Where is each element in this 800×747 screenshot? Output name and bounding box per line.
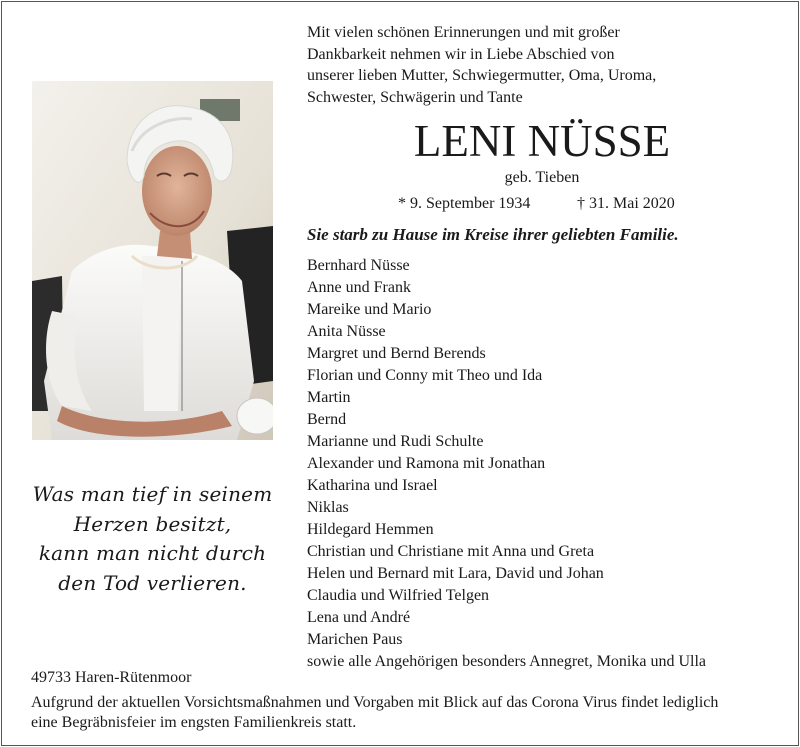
quote-line: Herzen besitzt, bbox=[73, 511, 232, 536]
family-member: Alexander und Ramona mit Jonathan bbox=[307, 455, 546, 472]
family-member: Anne und Frank bbox=[307, 279, 411, 296]
family-member: Lena und André bbox=[307, 609, 411, 626]
maiden-name: geb. Tieben bbox=[504, 169, 580, 186]
lead-sentence: Sie starb zu Hause im Kreise ihrer geliebten Familie. bbox=[307, 225, 679, 244]
notice-line: Aufgrund der aktuellen Vorsichtsmaßnahmen und Vorgaben mit Blick auf das Corona Virus findet lediglich bbox=[31, 694, 719, 711]
place-postal: 49733 Haren-Rütenmoor bbox=[31, 669, 192, 686]
family-member: Bernd bbox=[307, 411, 347, 428]
family-member: Florian und Conny mit Theo und Ida bbox=[307, 367, 543, 384]
intro-line: Mit vielen schönen Erinnerungen und mit großer bbox=[307, 24, 620, 41]
family-member: Marianne und Rudi Schulte bbox=[307, 433, 484, 450]
intro-text bbox=[307, 22, 777, 108]
intro-line: unserer lieben Mutter, Schwiegermutter, Oma, Uroma, bbox=[307, 67, 657, 84]
family-member: Christian und Christiane mit Anna und Greta bbox=[307, 543, 595, 560]
family-member: Niklas bbox=[307, 499, 349, 516]
family-member: Mareike und Mario bbox=[307, 301, 432, 318]
birth-date: * 9. September 1934 bbox=[398, 195, 531, 212]
quote-line: kann man nicht durch bbox=[38, 541, 267, 565]
intro-line: Dankbarkeit nehmen wir in Liebe Abschied von bbox=[307, 45, 615, 63]
family-member: Margret und Bernd Berends bbox=[307, 345, 486, 362]
family-member: Marichen Paus bbox=[307, 631, 403, 648]
portrait-photo bbox=[32, 81, 273, 440]
intro-line: Schwester, Schwägerin und Tante bbox=[307, 88, 523, 106]
notice-line: eine Begräbnisfeier im engsten Familienkreis statt. bbox=[31, 713, 357, 731]
death-date: † 31. Mai 2020 bbox=[577, 195, 675, 212]
family-member: Claudia und Wilfried Telgen bbox=[307, 587, 490, 604]
family-list bbox=[307, 255, 787, 673]
family-member: sowie alle Angehörigen besonders Annegret, Monika und Ulla bbox=[307, 653, 707, 670]
family-member: Helen und Bernard mit Lara, David und Johan bbox=[307, 565, 604, 582]
quote-line: Was man tief in seinem bbox=[32, 482, 273, 506]
deceased-name: LENI NÜSSE bbox=[413, 116, 671, 166]
family-member: Hildegard Hemmen bbox=[307, 521, 434, 538]
family-member: Bernhard Nüsse bbox=[307, 257, 410, 274]
family-member: Katharina und Israel bbox=[307, 477, 438, 494]
family-member: Anita Nüsse bbox=[307, 323, 386, 340]
funeral-notice bbox=[31, 693, 791, 732]
quote-line: den Tod verlieren. bbox=[58, 570, 247, 595]
memorial-quote bbox=[20, 480, 285, 598]
family-member: Martin bbox=[307, 389, 351, 406]
portrait-illustration bbox=[32, 81, 273, 440]
